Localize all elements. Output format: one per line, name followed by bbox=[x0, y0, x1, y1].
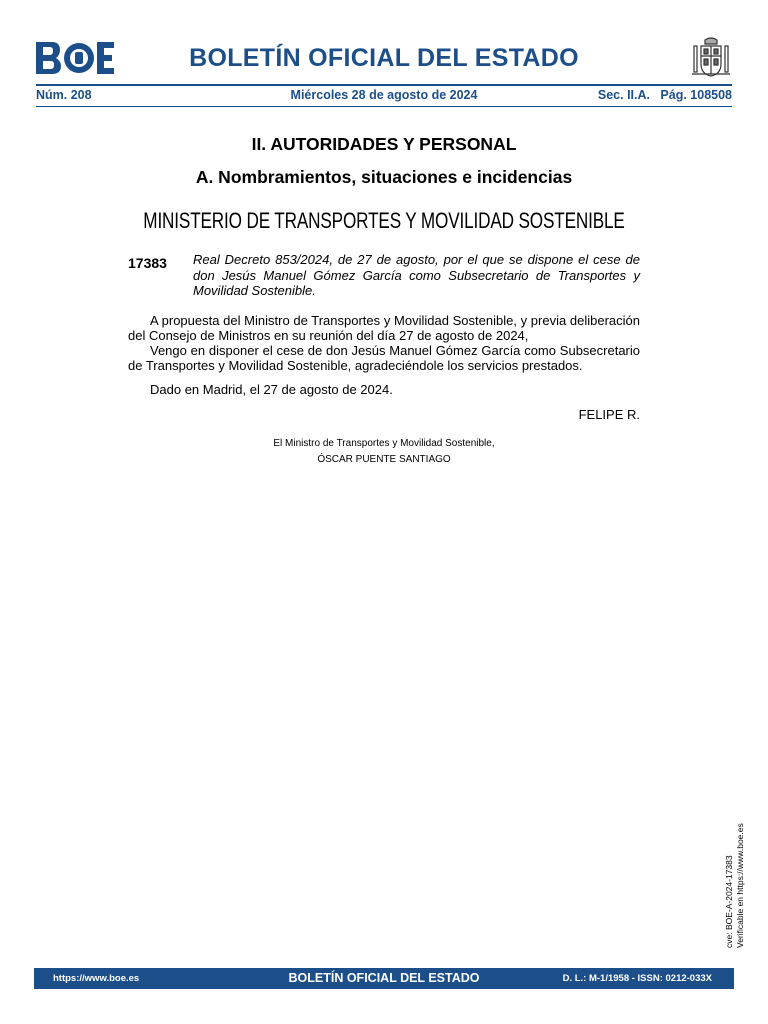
footer-url-link[interactable]: https://www.boe.es bbox=[53, 973, 140, 984]
boe-logo bbox=[36, 42, 114, 74]
footer-legal: D. L.: M-1/1958 - ISSN: 0212-033X bbox=[562, 973, 712, 984]
issue-date: Miércoles 28 de agosto de 2024 bbox=[290, 88, 478, 102]
king-signature: FELIPE R. bbox=[578, 407, 640, 422]
footer-bar bbox=[34, 968, 734, 989]
dated-line: Dado en Madrid, el 27 de agosto de 2024. bbox=[150, 382, 393, 397]
issue-number: Núm. 208 bbox=[36, 88, 92, 102]
spain-coat-of-arms-icon bbox=[690, 36, 732, 80]
entry-summary: Real Decreto 853/2024, de 27 de agosto, por el que se dispone el cese de don Jesús Manuel Gómez García como Subsecretario de Transportes y Movilidad Sostenible. bbox=[193, 252, 640, 298]
cve-code: cve: BOE-A-2024-17383 bbox=[724, 855, 734, 948]
entry-number: 17383 bbox=[128, 255, 167, 271]
ministry-heading: MINISTERIO DE TRANSPORTES Y MOVILIDAD SOSTENIBLE bbox=[143, 208, 625, 233]
section-subtitle: A. Nombramientos, situaciones e incidencias bbox=[195, 167, 573, 187]
minister-name: ÓSCAR PUENTE SANTIAGO bbox=[317, 454, 451, 465]
body-paragraph: A propuesta del Ministro de Transportes y Movilidad Sostenible, y previa deliberación del Consejo de Ministros en su reunión del día 27 de agosto de 2024, bbox=[128, 313, 640, 343]
meta-rule bbox=[36, 106, 732, 107]
section-page: Sec. II.A. Pág. 108508 bbox=[597, 88, 732, 102]
verify-link[interactable]: Verificable en https://www.boe.es bbox=[734, 823, 745, 948]
section-title: II. AUTORIDADES Y PERSONAL bbox=[251, 134, 517, 154]
header-rule bbox=[36, 84, 732, 86]
page-title: BOLETÍN OFICIAL DEL ESTADO bbox=[189, 44, 579, 72]
body-paragraph: Vengo en disponer el cese de don Jesús Manuel Gómez García como Subsecretario de Transportes y Movilidad Sostenible, agradeciéndole los servicios prestados. bbox=[128, 343, 640, 373]
minister-role: El Ministro de Transportes y Movilidad Sostenible, bbox=[273, 438, 495, 449]
footer-title: BOLETÍN OFICIAL DEL ESTADO bbox=[288, 971, 480, 985]
verification-sidebar bbox=[724, 748, 745, 948]
